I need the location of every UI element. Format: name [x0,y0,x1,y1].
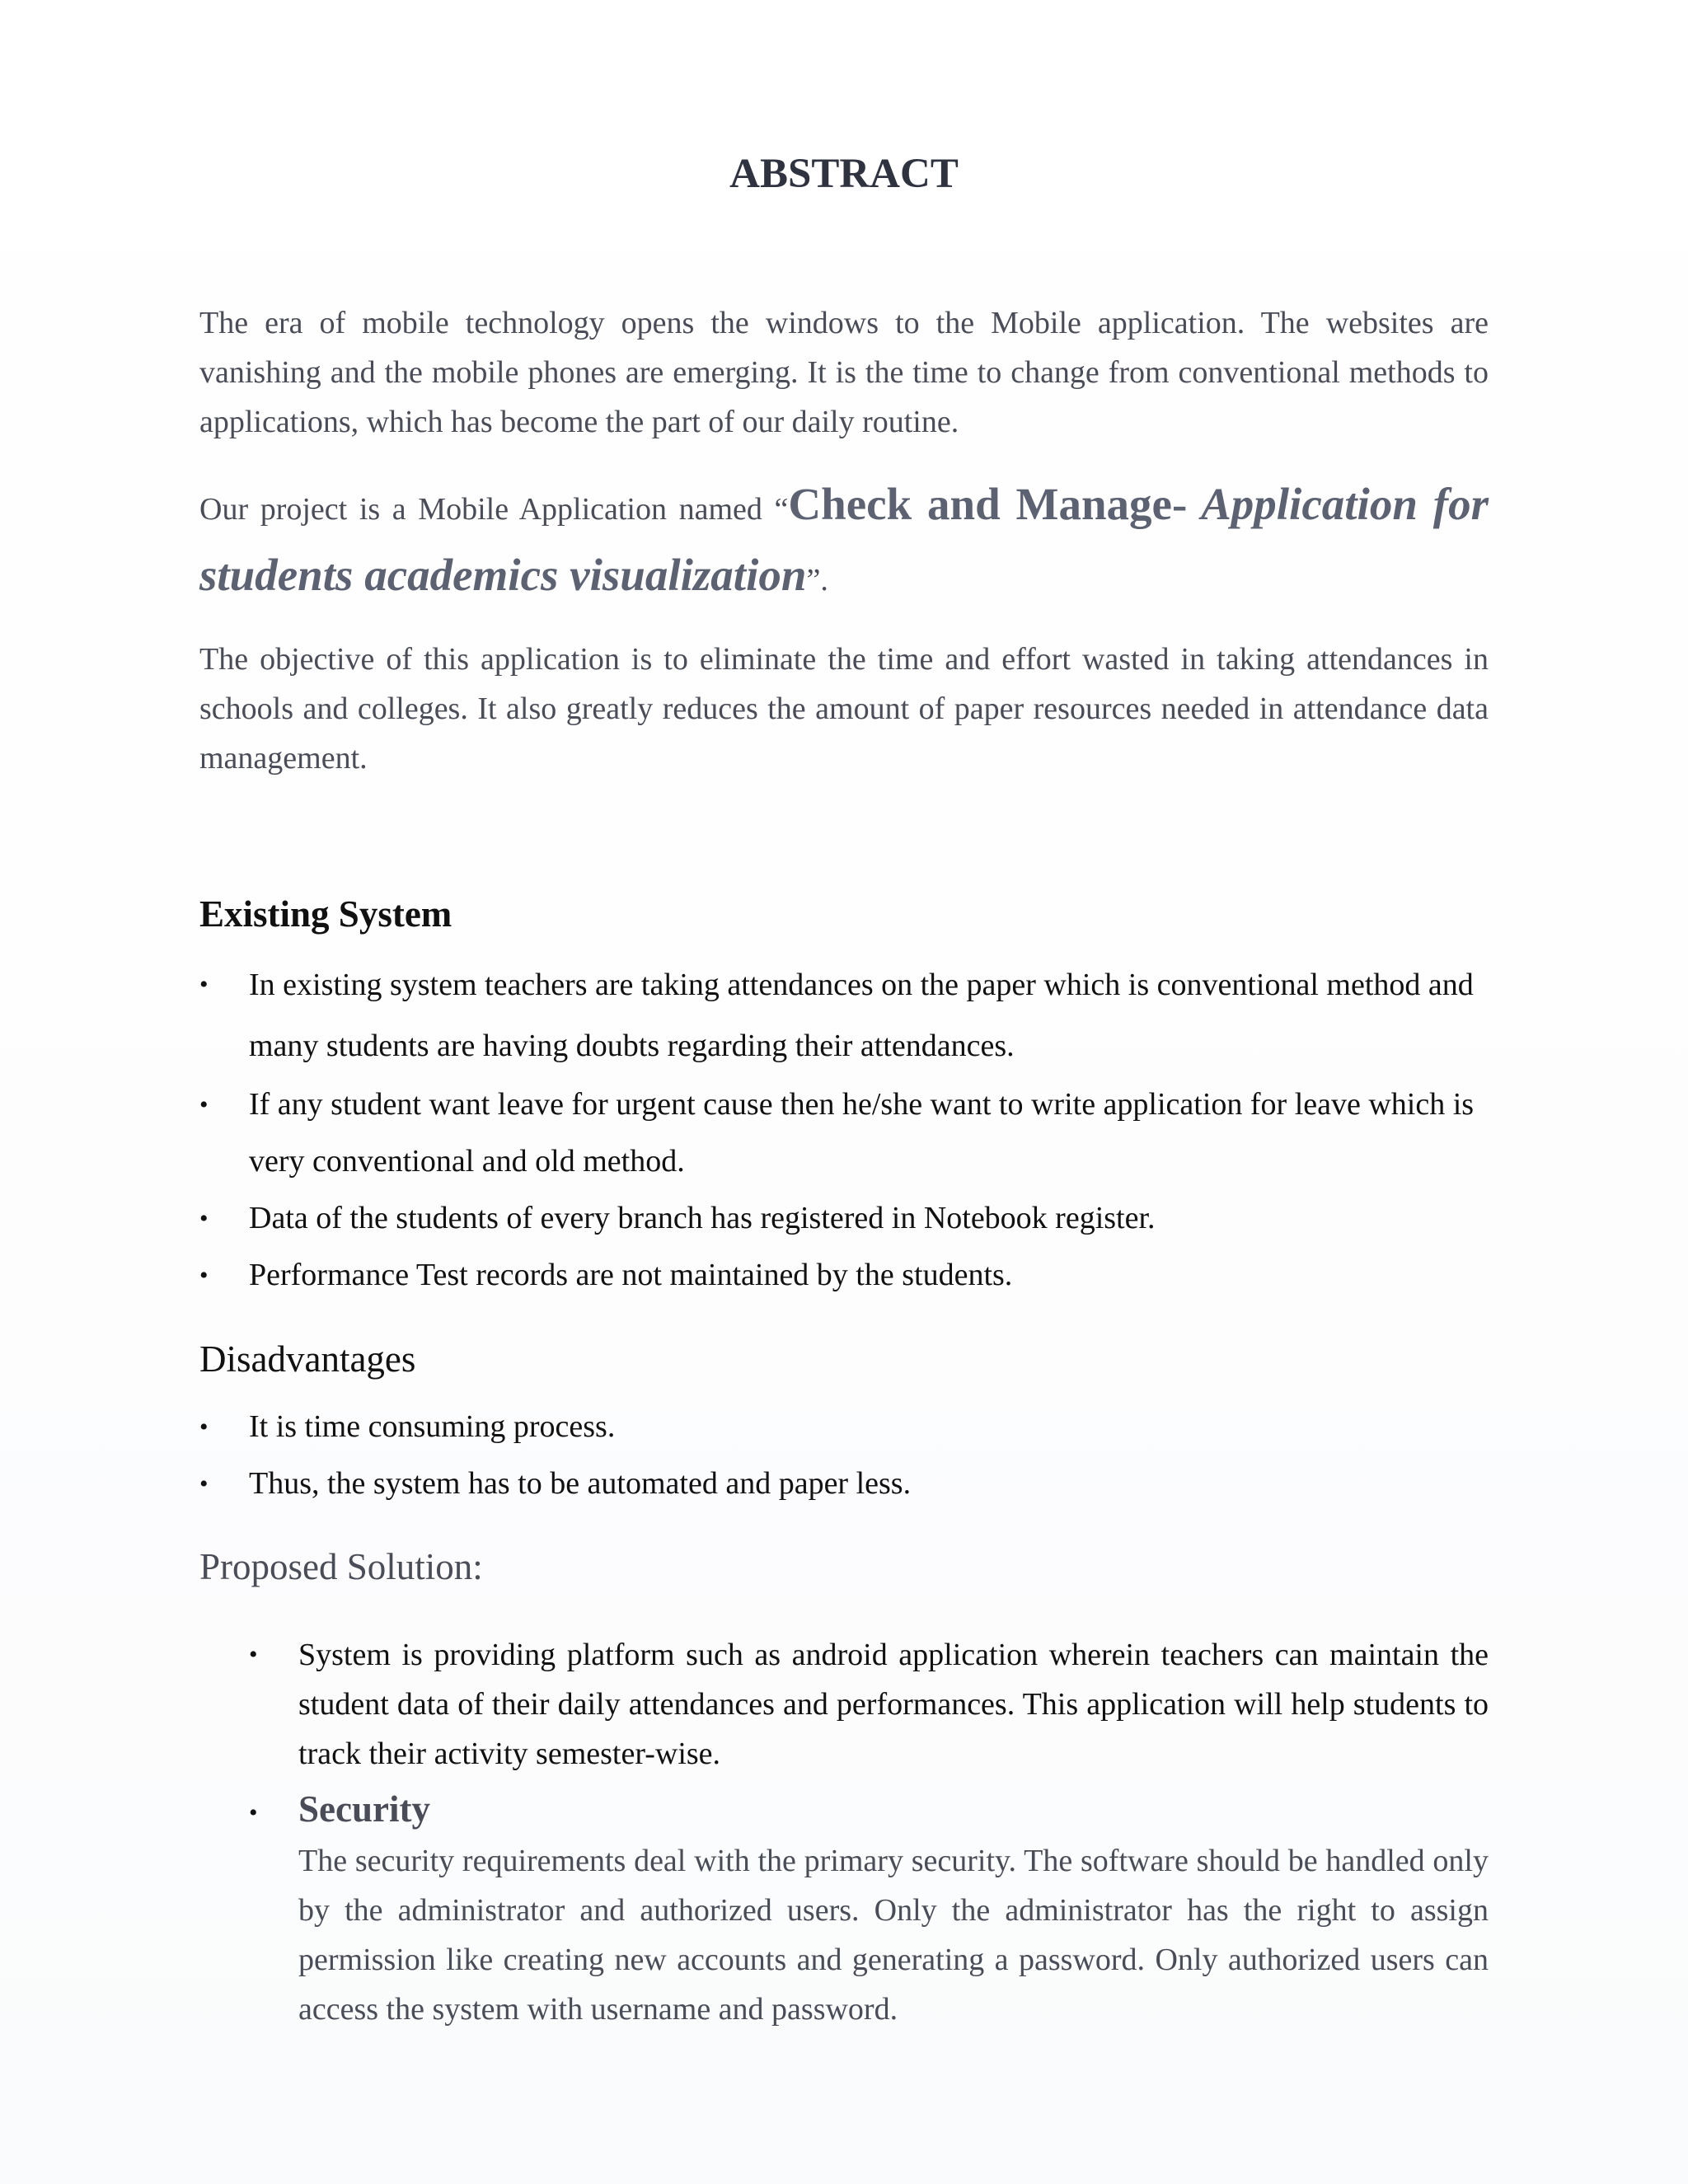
list-item-text: Data of the students of every branch has registered in Notebook register. [249,1201,1156,1235]
list-item-text: It is time consuming process. [249,1409,616,1444]
bullet-icon: • [199,1413,209,1441]
page-title: ABSTRACT [729,151,959,197]
list-item-text: Thus, the system has to be automated and paper less. [249,1466,912,1501]
list-item-text: Performance Test records are not maintained by the students. [249,1258,1013,1292]
proposed-solution-heading: Proposed Solution: [199,1546,483,1587]
list-item [199,1247,1489,1304]
existing-system-heading: Existing System [199,893,452,935]
objective-paragraph: The objective of this application is to eliminate the time and effort wasted in taking attendances in schools and colleges. It also greatly reduces the amount of paper resources needed in attendance data management. [199,642,1489,776]
existing-system-list [199,954,1489,1304]
list-item [199,1399,1489,1455]
disadvantages-list [199,1399,1489,1512]
bullet-icon: • [199,1470,209,1497]
security-item [249,1782,1489,2034]
list-item-text: System is providing platform such as android application wherein teachers can maintain the student data of their daily attendances and performances. This application will help students to track their activity semester-wise. [298,1638,1489,1771]
list-item-text: If any student want leave for urgent cause then he/she want to write application for leave which is very conventional and old method. [249,1087,1475,1179]
project-prefix: Our project is a Mobile Application named “ [199,492,789,527]
list-item [199,1455,1489,1512]
bullet-icon: • [199,1262,209,1289]
disadvantages-heading: Disadvantages [199,1338,416,1380]
security-title: Security [298,1788,430,1830]
project-suffix: ”. [806,563,828,598]
bullet-icon: • [199,1205,209,1232]
app-name: Check and Manage- [788,479,1188,529]
list-item-text: In existing system teachers are taking attendances on the paper which is conventional method and many students are having doubts regarding their attendances. [249,968,1474,1063]
bullet-icon: • [199,971,209,998]
proposed-solution-list [249,1630,1489,2034]
list-item [249,1630,1489,1779]
app-subtitle: Application for students academics visualization [199,479,1489,600]
bullet-icon: • [249,1641,258,1668]
security-text: The security requirements deal with the primary security. The software should be handled only by the administrator and authorized users. Only the administrator has the right to assign permission like creating new accounts and generating a password. Only authorized users can access the system with username and password. [298,1844,1489,2027]
intro-paragraph: The era of mobile technology opens the windows to the Mobile application. The websites are vanishing and the mobile phones are emerging. It is the time to change from conventional methods to applications, which has become the part of our daily routine. [199,306,1489,439]
bullet-icon: • [199,1091,209,1118]
list-item [199,1190,1489,1247]
bullet-icon: • [249,1799,258,1826]
list-item [199,1076,1489,1190]
list-item [199,954,1489,1076]
project-paragraph [199,471,1489,613]
